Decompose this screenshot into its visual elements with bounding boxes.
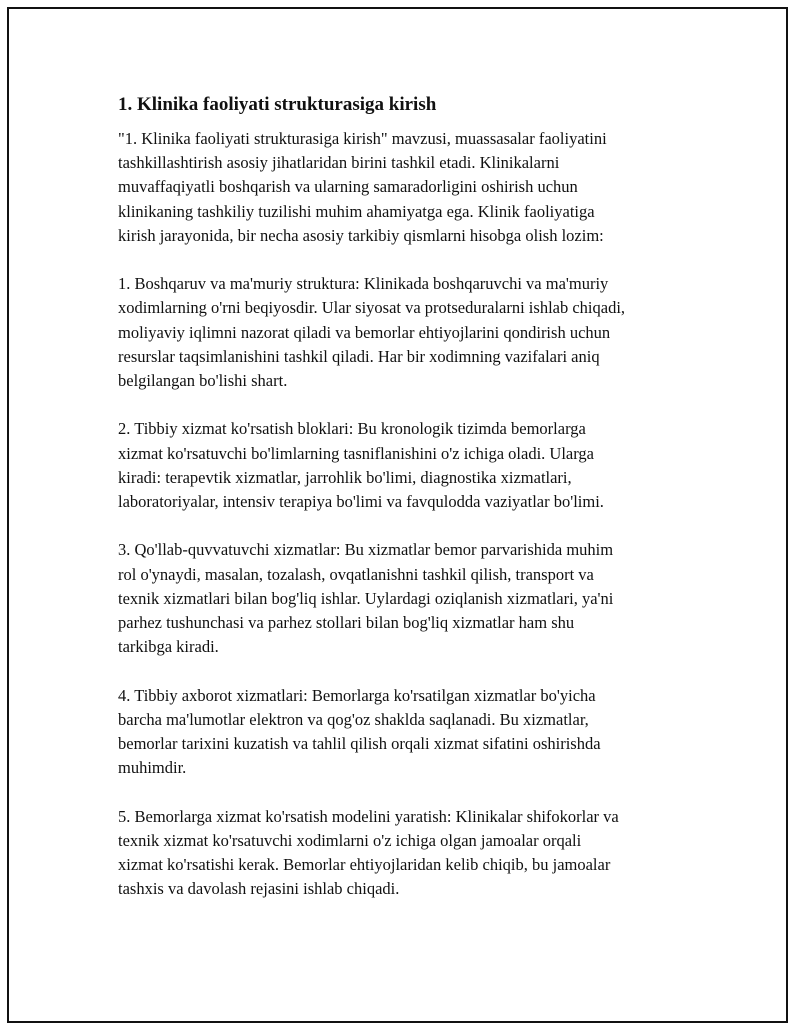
text-line: klinikaning tashkiliy tuzilishi muhim ahamiyatga ega. Klinik faoliyatiga <box>118 201 595 221</box>
text-line: texnik xizmat ko'rsatuvchi xodimlarni o'z ichiga olgan jamoalar orqali <box>118 830 582 850</box>
text-line: xizmat ko'rsatuvchi bo'limlarning tasniflanishini o'z ichiga oladi. Ularga <box>118 443 595 463</box>
text-line: 4. Tibbiy axborot xizmatlari: Bemorlarga ko'rsatilgan xizmatlar bo'yicha <box>118 685 596 705</box>
text-line: bemorlar tarixini kuzatish va tahlil qilish orqali xizmat sifatini oshirishda <box>118 734 601 754</box>
paragraph-item-2 <box>118 417 698 514</box>
text-line: rol o'ynaydi, masalan, tozalash, ovqatlanishni tashkil qilish, transport va <box>118 564 594 584</box>
paragraph-item-1 <box>118 272 698 393</box>
paragraph-item-3 <box>118 538 698 659</box>
document-body <box>118 93 698 926</box>
text-line: "1. Klinika faoliyati strukturasiga kirish" mavzusi, muassasalar faoliyatini <box>118 129 607 148</box>
text-line: laboratoriyalar, intensiv terapiya bo'limi va favqulodda vaziyatlar bo'limi. <box>118 492 604 512</box>
text-line: kiradi: terapevtik xizmatlar, jarrohlik bo'limi, diagnostika xizmatlari, <box>118 467 572 487</box>
document-title: 1. Klinika faoliyati strukturasiga kirish <box>118 94 437 115</box>
text-line: resurslar taqsimlanishini tashkil qiladi. Har bir xodimning vazifalari aniq <box>118 346 600 366</box>
paragraph-item-4 <box>118 684 698 781</box>
text-line: tashxis va davolash rejasini ishlab chiqadi. <box>118 879 400 899</box>
text-line: barcha ma'lumotlar elektron va qog'oz shaklda saqlanadi. Bu xizmatlar, <box>118 709 589 729</box>
text-line: tashkillashtirish asosiy jihatlaridan birini tashkil etadi. Klinikalarni <box>118 153 560 173</box>
text-line: muvaffaqiyatli boshqarish va ularning samaradorligini oshirish uchun <box>118 177 578 197</box>
text-line: 3. Qo'llab-quvvatuvchi xizmatlar: Bu xizmatlar bemor parvarishida muhim <box>118 540 614 560</box>
text-line: xizmat ko'rsatishi kerak. Bemorlar ehtiyojlaridan kelib chiqib, bu jamoalar <box>118 855 611 875</box>
text-line: xodimlarning o'rni beqiyosdir. Ular siyosat va protseduralarni ishlab chiqadi, <box>118 298 626 318</box>
text-line: 2. Tibbiy xizmat ko'rsatish bloklari: Bu kronologik tizimda bemorlarga <box>118 419 586 439</box>
text-line: texnik xizmatlari bilan bog'liq ishlar. Uylardagi oziqlanish xizmatlari, ya'ni <box>118 588 614 608</box>
paragraph-intro <box>118 127 698 248</box>
text-line: 5. Bemorlarga xizmat ko'rsatish modelini yaratish: Klinikalar shifokorlar va <box>118 806 619 826</box>
text-line: moliyaviy iqlimni nazorat qiladi va bemorlar ehtiyojlarini qondirish uchun <box>118 322 611 342</box>
text-line: kirish jarayonida, bir necha asosiy tarkibiy qismlarni hisobga olish lozim: <box>118 225 604 245</box>
text-line: muhimdir. <box>118 758 187 778</box>
text-line: belgilangan bo'lishi shart. <box>118 371 288 391</box>
paragraph-item-5 <box>118 805 698 902</box>
text-line: parhez tushunchasi va parhez stollari bilan bog'liq xizmatlar ham shu <box>118 613 575 633</box>
text-line: tarkibga kiradi. <box>118 637 219 657</box>
text-line: 1. Boshqaruv va ma'muriy struktura: Klinikada boshqaruvchi va ma'muriy <box>118 274 609 294</box>
